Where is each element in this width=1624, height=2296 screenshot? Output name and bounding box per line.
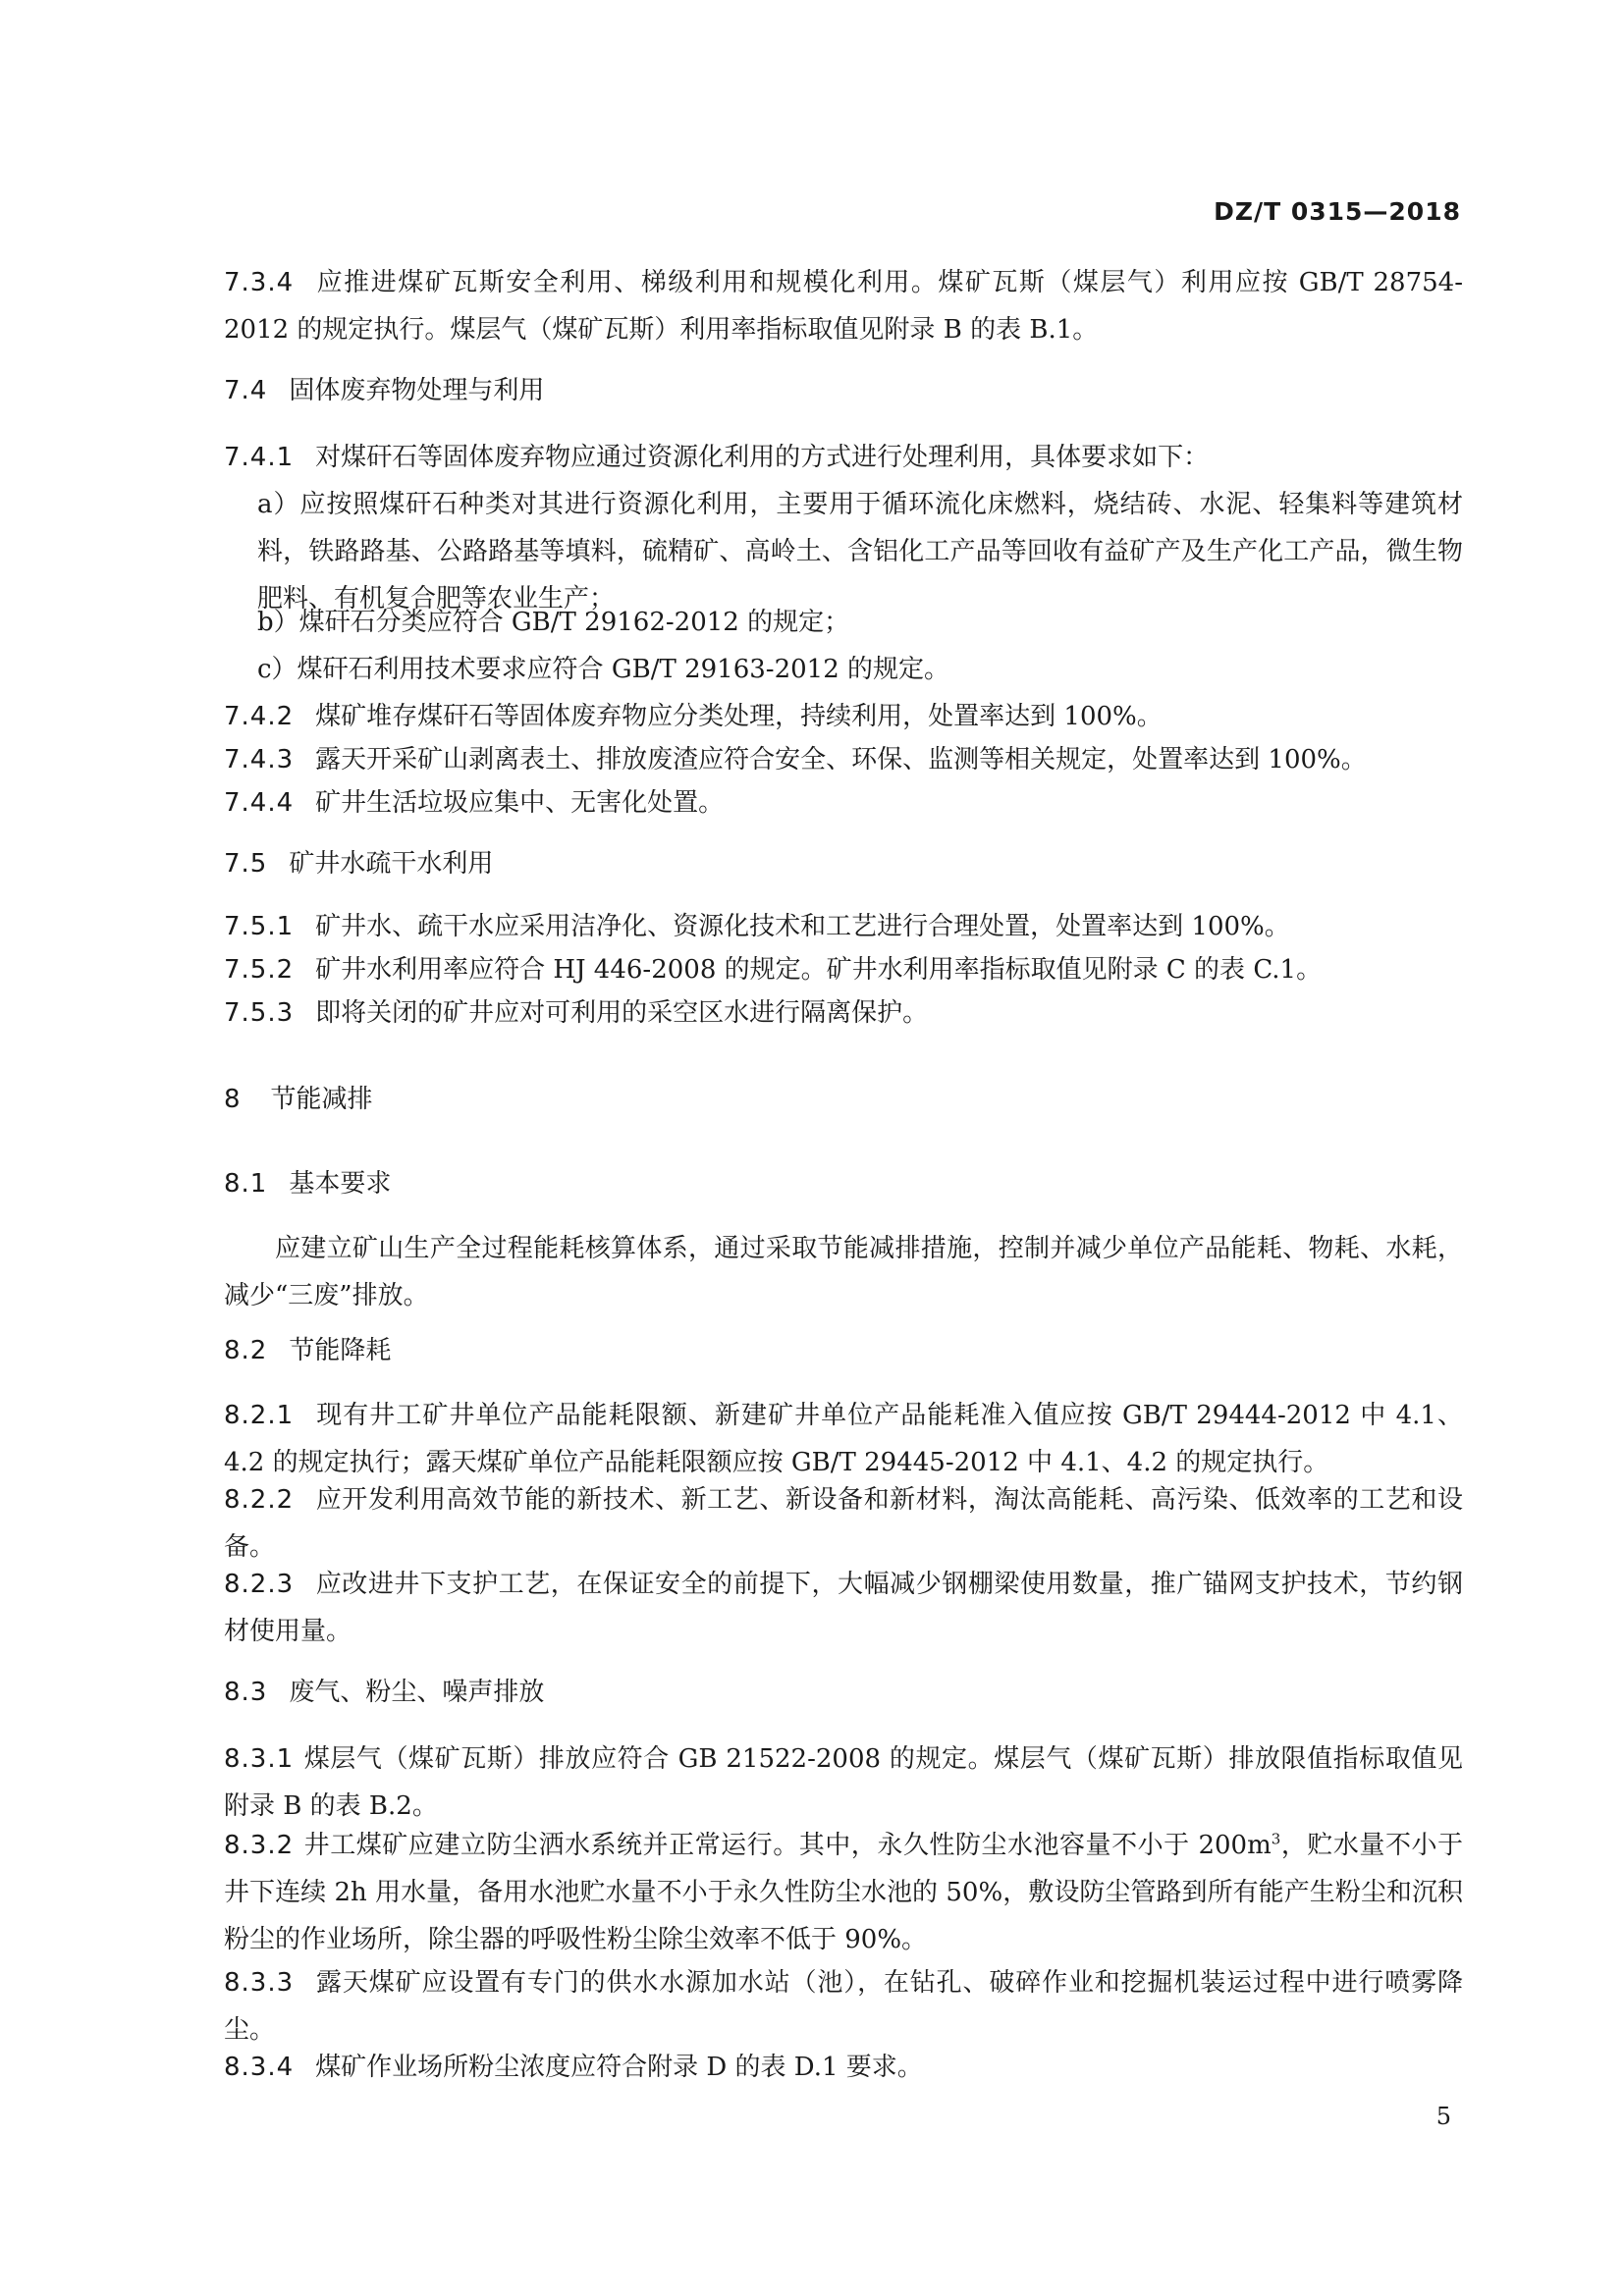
clause-number: 8.2.3 (224, 1570, 295, 1599)
clause-7-4-1 (224, 434, 1463, 481)
page-number: 5 (1435, 2103, 1451, 2130)
clause-text: 矿井生活垃圾应集中、无害化处置。 (315, 788, 725, 818)
clause-text: 露天开采矿山剥离表土、排放废渣应符合安全、环保、监测等相关规定，处置率达到 100%。 (315, 745, 1367, 774)
clause-7-5-3 (224, 989, 1463, 1037)
clause-number: 7.5.2 (224, 955, 295, 985)
clause-text-part2: ，贮水量不小于井下连续 2h 用水量，备用水池贮水量不小于永久性防尘水池的 50%，敷设防尘管路到所有能产生粉尘和沉积粉尘的作业场所，除尘器的呼吸性粉尘除尘效率不低于 90%。 (224, 1831, 1463, 1954)
section-number: 7.4 (224, 376, 268, 405)
clause-number: 7.5.3 (224, 998, 295, 1028)
clause-7-5-1 (224, 903, 1463, 950)
clause-text: 现有井工矿井单位产品能耗限额、新建矿井单位产品能耗准入值应按 GB/T 29444-2012 中 4.1、4.2 的规定执行；露天煤矿单位产品能耗限额应按 GB/T 29445-2012 中 4.1、4.2 的规定执行。 (224, 1401, 1463, 1477)
clause-number: 8.3.3 (224, 1968, 295, 1998)
clause-8-2-1 (224, 1392, 1463, 1486)
section-heading-8-2 (224, 1327, 391, 1374)
clause-7-5-2 (224, 946, 1463, 993)
clause-7-4-3 (224, 736, 1463, 783)
list-item-b: b）煤矸石分类应符合 GB/T 29162-2012 的规定； (257, 608, 850, 637)
chapter-number: 8 (224, 1085, 242, 1114)
clause-number: 7.4.4 (224, 788, 295, 818)
clause-number: 8.3.4 (224, 2053, 295, 2082)
clause-number: 7.4.1 (224, 443, 295, 472)
clause-number: 8.3.2 (224, 1831, 295, 1860)
clause-8-3-2 (224, 1822, 1463, 1963)
clause-number: 8.3.1 (224, 1744, 295, 1774)
clause-8-3-1 (224, 1735, 1463, 1830)
section-title: 节能降耗 (289, 1336, 392, 1365)
clause-number: 8.2.1 (224, 1401, 295, 1430)
section-title: 基本要求 (289, 1169, 392, 1199)
section-title: 固体废弃物处理与利用 (289, 376, 545, 405)
clause-8-3-3 (224, 1959, 1463, 2054)
clause-text: 应推进煤矿瓦斯安全利用、梯级利用和规模化利用。煤矿瓦斯（煤层气）利用应按 GB/T 28754-2012 的规定执行。煤层气（煤矿瓦斯）利用率指标取值见附录 B 的表 B.1。 (224, 268, 1463, 345)
chapter-heading-8 (224, 1076, 373, 1123)
clause-text: 即将关闭的矿井应对可利用的采空区水进行隔离保护。 (315, 998, 929, 1028)
clause-text: 煤矿堆存煤矸石等固体废弃物应分类处理，持续利用，处置率达到 100%。 (315, 702, 1163, 731)
section-heading-7-4 (224, 367, 544, 414)
clause-text: 露天煤矿应设置有专门的供水水源加水站（池），在钻孔、破碎作业和挖掘机装运过程中进行喷雾降尘。 (224, 1968, 1463, 2045)
clause-number: 7.3.4 (224, 268, 295, 297)
clause-text: 煤矿作业场所粉尘浓度应符合附录 D 的表 D.1 要求。 (315, 2053, 923, 2082)
clause-number: 7.5.1 (224, 912, 295, 941)
clause-7-4-4 (224, 779, 1463, 827)
clause-7-3-4 (224, 259, 1463, 353)
section-heading-7-5 (224, 840, 493, 887)
section-number: 7.5 (224, 849, 268, 879)
clause-number: 7.4.2 (224, 702, 295, 731)
superscript-3: 3 (1271, 1830, 1281, 1848)
clause-text: 应开发利用高效节能的新技术、新工艺、新设备和新材料，淘汰高能耗、高污染、低效率的工艺和设备。 (224, 1485, 1463, 1562)
list-item-a: a）应按照煤矸石种类对其进行资源化利用，主要用于循环流化床燃料，烧结砖、水泥、轻集料等建筑材料，铁路路基、公路路基等填料，硫精矿、高岭土、含铝化工产品等回收有益矿产及生产化工产品，微生物肥料、有机复合肥等农业生产； (257, 490, 1463, 614)
list-item-c: c）煤矸石利用技术要求应符合 GB/T 29163-2012 的规定。 (257, 655, 949, 684)
clause-text: 矿井水利用率应符合 HJ 446-2008 的规定。矿井水利用率指标取值见附录 C 的表 C.1。 (315, 955, 1323, 985)
clause-text: 煤层气（煤矿瓦斯）排放应符合 GB 21522-2008 的规定。煤层气（煤矿瓦斯）排放限值指标取值见附录 B 的表 B.2。 (224, 1744, 1463, 1821)
document-code: DZ/T 0315—2018 (1214, 197, 1461, 226)
clause-8-3-4 (224, 2044, 1463, 2091)
clause-8-2-2 (224, 1476, 1463, 1571)
clause-text-part1: 井工煤矿应建立防尘洒水系统并正常运行。其中，永久性防尘水池容量不小于 200m (303, 1831, 1272, 1860)
section-title: 矿井水疏干水利用 (289, 849, 494, 879)
paragraph-8-1: 应建立矿山生产全过程能耗核算体系，通过采取节能减排措施，控制并减少单位产品能耗、物耗、水耗，减少“三废”排放。 (224, 1234, 1463, 1310)
section-number: 8.3 (224, 1678, 268, 1707)
section-heading-8-3 (224, 1669, 544, 1716)
chapter-title: 节能减排 (270, 1085, 373, 1114)
section-number: 8.2 (224, 1336, 268, 1365)
clause-8-2-3 (224, 1561, 1463, 1655)
clause-text: 应改进井下支护工艺，在保证安全的前提下，大幅减少钢棚梁使用数量，推广锚网支护技术，节约钢材使用量。 (224, 1570, 1463, 1646)
clause-number: 8.2.2 (224, 1485, 295, 1515)
section-title: 废气、粉尘、噪声排放 (289, 1678, 545, 1707)
clause-number: 7.4.3 (224, 745, 295, 774)
clause-text: 矿井水、疏干水应采用洁净化、资源化技术和工艺进行合理处置，处置率达到 100%。 (315, 912, 1290, 941)
clause-7-4-2 (224, 693, 1463, 740)
clause-text: 对煤矸石等固体废弃物应通过资源化利用的方式进行处理利用，具体要求如下： (315, 443, 1210, 472)
section-heading-8-1 (224, 1160, 391, 1207)
section-number: 8.1 (224, 1169, 268, 1199)
